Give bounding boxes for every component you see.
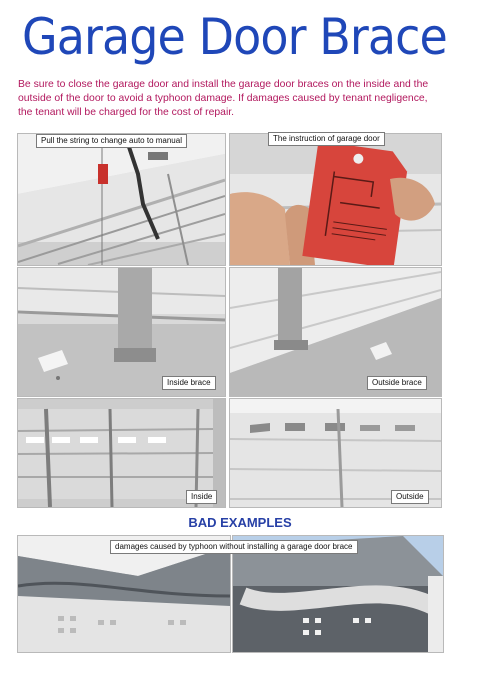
caption-bad-example: damages caused by typhoon without installing a garage door brace [110,540,358,554]
photo-manual-release [17,133,226,266]
photo-manual-release-image [18,134,225,265]
caption-outside: Outside [391,490,429,504]
caption-instruction-tag: The instruction of garage door [268,132,385,146]
photo-instruction-tag-image [230,134,441,265]
page-title: Garage Door Brace [22,8,447,66]
bad-examples-heading: BAD EXAMPLES [188,515,292,530]
intro-paragraph: Be sure to close the garage door and install the garage door braces on the inside and the outside of the door to avoid a typhoon damage. If damages caused by tenant negligence, the tenant will be charged for the cost of repair. [18,79,429,118]
photo-instruction-tag [229,133,442,266]
caption-inside-brace: Inside brace [162,376,216,390]
caption-inside: Inside [186,490,217,504]
caption-manual-release: Pull the string to change auto to manual [36,134,187,148]
caption-outside-brace: Outside brace [367,376,427,390]
